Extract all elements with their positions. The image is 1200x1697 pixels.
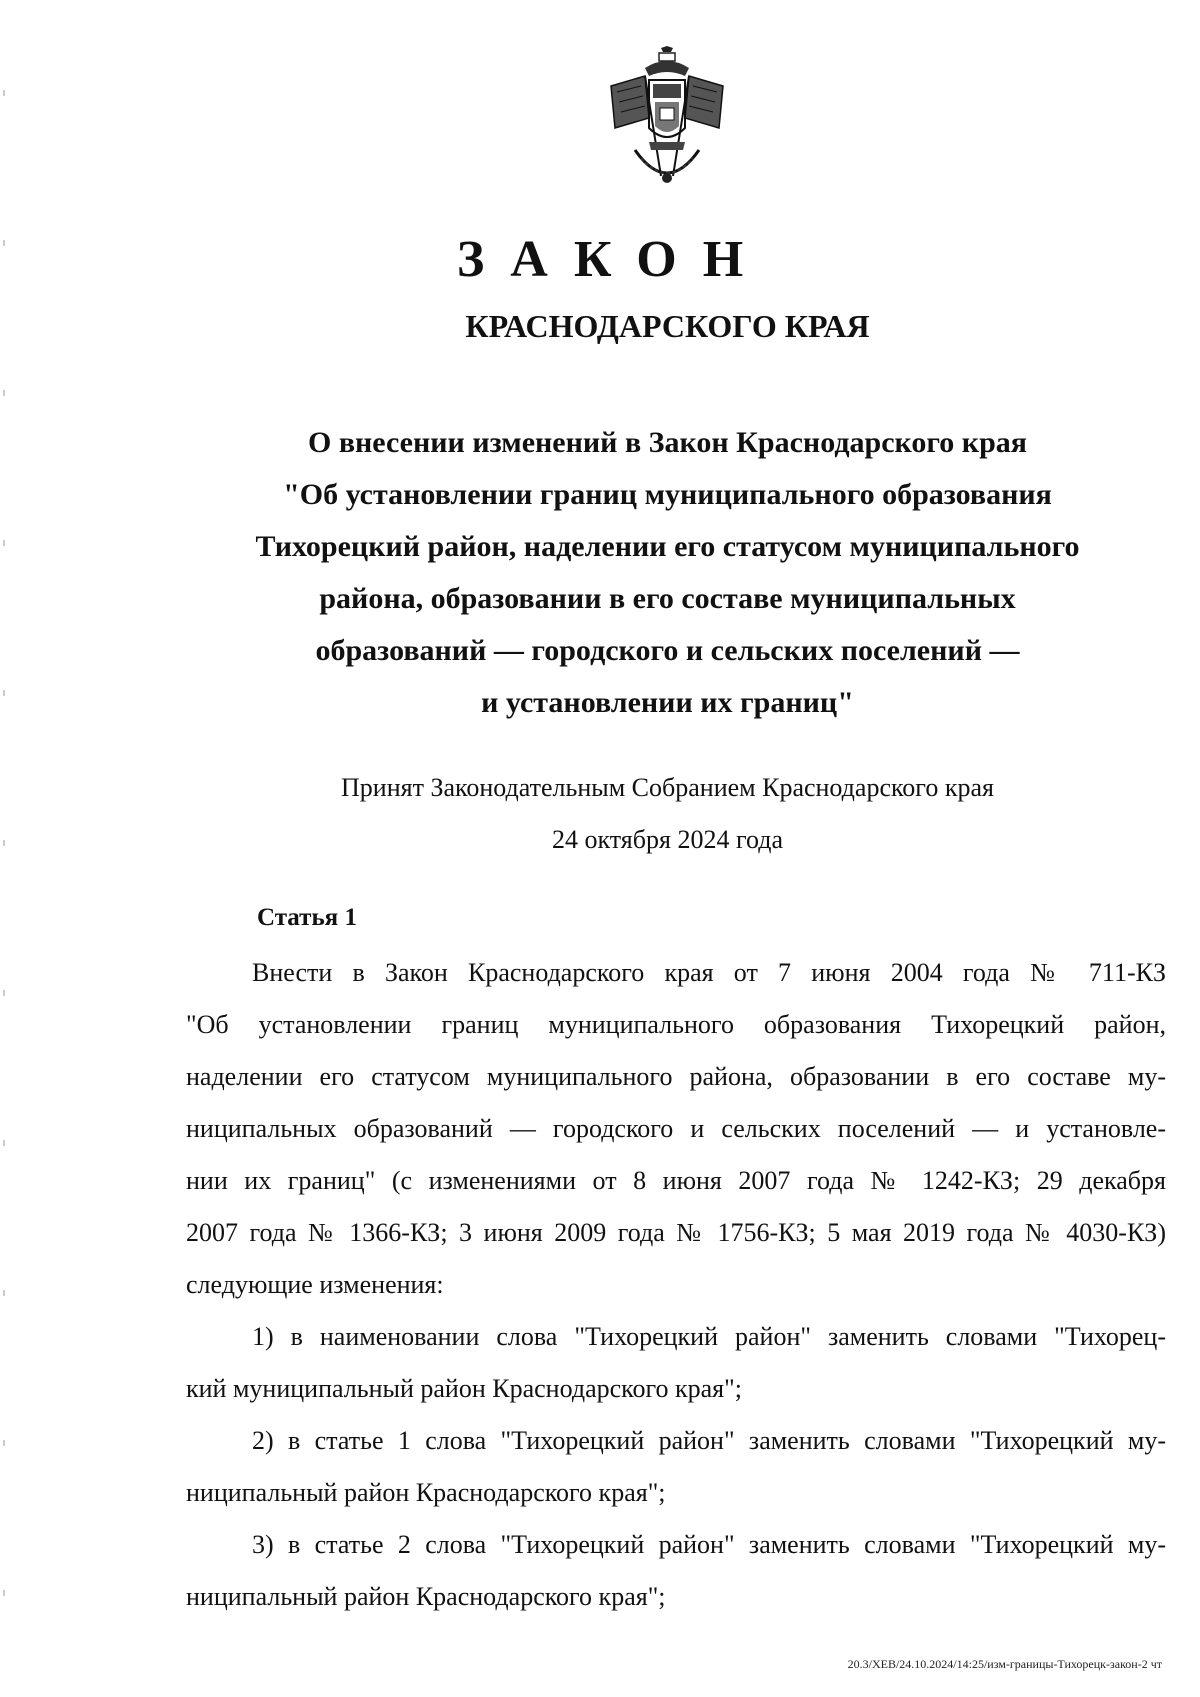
adoption-line: Принят Законодательным Собранием Краснодарского края	[341, 773, 994, 802]
body-line: Внести в Закон Краснодарского края от 7 июня 2004 года № 711-КЗ	[252, 958, 1166, 987]
list-item-line: 1) в наименовании слова "Тихорецкий район" заменить словами "Тихорец-	[252, 1322, 1166, 1351]
document-code: 20.3/ХЕВ/24.10.2024/14:25/изм-границы-Тихорецк-закон-2 чт	[847, 1657, 1162, 1671]
document-title: ЗАКОН	[456, 231, 770, 288]
body-line: 2007 года № 1366-КЗ; 3 июня 2009 года № 1756-КЗ; 5 мая 2019 года № 4030-КЗ)	[186, 1218, 1166, 1247]
heading-line: района, образовании в его составе муниципальных	[319, 582, 1016, 615]
list-item-line: ниципальный район Краснодарского края";	[186, 1478, 666, 1507]
heading-line: О внесении изменений в Закон Краснодарского края	[307, 426, 1027, 459]
article-title: Статья 1	[257, 904, 357, 931]
adoption-note	[0, 762, 1200, 866]
coat-of-arms-icon	[605, 46, 729, 196]
document-subtitle: КРАСНОДАРСКОГО КРАЯ	[465, 308, 870, 344]
body-line: наделении его статусом муниципального района, образовании в его составе му-	[186, 1062, 1166, 1091]
body-line: нии их границ" (с изменениями от 8 июня 2007 года № 1242-КЗ; 29 декабря	[186, 1166, 1166, 1195]
adoption-date: 24 октября 2024 года	[552, 825, 783, 854]
heading-line: и установлении их границ"	[481, 686, 854, 719]
list-item-line: 2) в статье 1 слова "Тихорецкий район" заменить словами "Тихорецкий му-	[252, 1426, 1166, 1455]
body-line: следующие изменения:	[186, 1270, 444, 1299]
heading-line: "Об установлении границ муниципального образования	[283, 478, 1052, 511]
heading-line: образований — городского и сельских поселений —	[315, 634, 1020, 667]
article-body	[186, 947, 1166, 1623]
heading-line: Тихорецкий район, наделении его статусом муниципального	[255, 530, 1080, 563]
body-line: ниципальных образований — городского и сельских поселений — и установле-	[186, 1114, 1166, 1143]
list-item-line: кий муниципальный район Краснодарского края";	[186, 1374, 742, 1403]
list-item-line: ниципальный район Краснодарского края";	[186, 1582, 666, 1611]
law-heading	[150, 417, 1185, 729]
body-line: "Об установлении границ муниципального образования Тихорецкий район,	[186, 1010, 1166, 1039]
list-item-line: 3) в статье 2 слова "Тихорецкий район" заменить словами "Тихорецкий му-	[252, 1530, 1166, 1559]
